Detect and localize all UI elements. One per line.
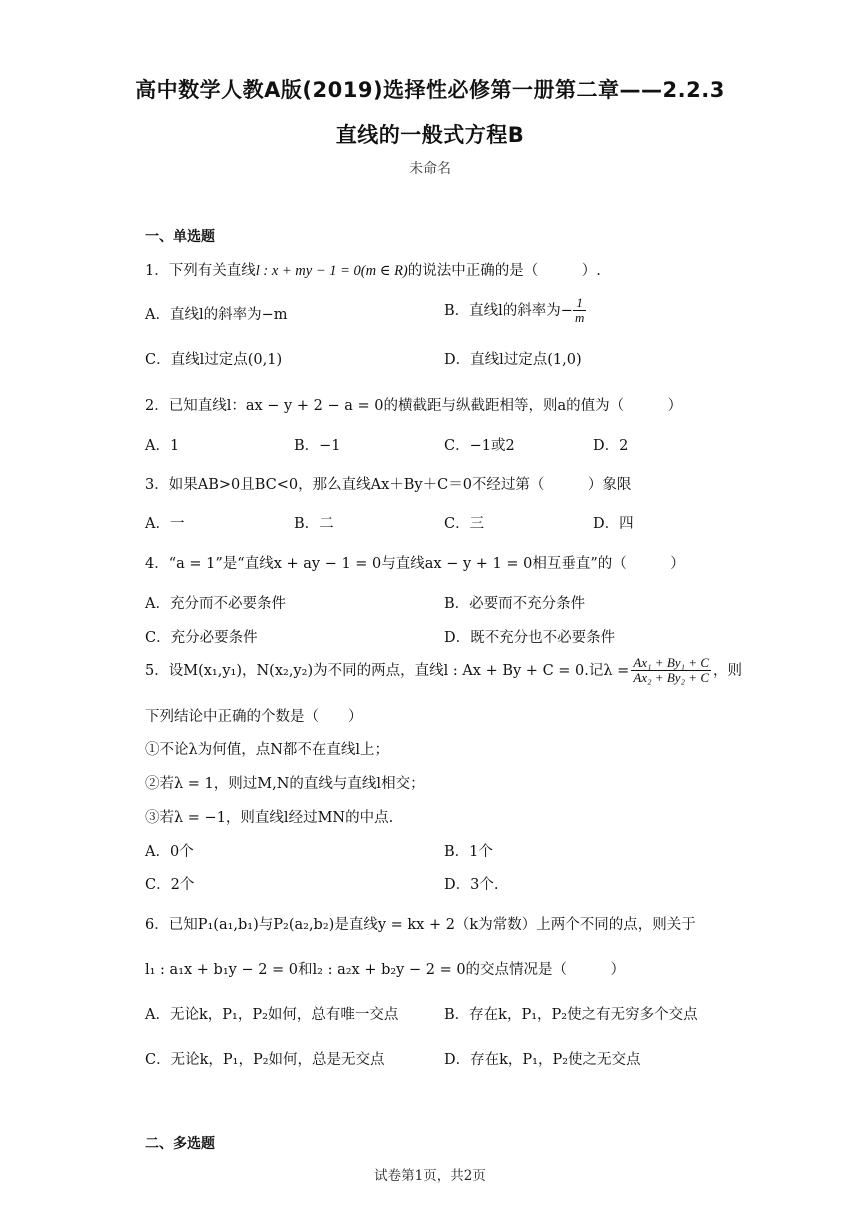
q2-option-a: A．1 (145, 438, 180, 454)
q5-option-d: D．3个. (444, 877, 499, 893)
q6-option-b: B．存在k，P₁，P₂使之有无穷多个交点 (444, 1007, 698, 1023)
page-footer: 试卷第1页，共2页 (374, 1168, 486, 1184)
q4-option-a: A．充分而不必要条件 (145, 596, 286, 612)
q3-option-d: D．四 (593, 516, 634, 532)
q2-option-c: C．−1或2 (444, 438, 515, 454)
q5-option-c: C．2个 (145, 877, 195, 893)
question-1-stem: 1．下列有关直线l : x + my − 1 = 0(m ∈ R)的说法中正确的是（ ）. (145, 263, 601, 279)
section-single-choice: 一、单选题 (145, 229, 215, 245)
question-5-stem-cont: 下列结论中正确的个数是（ ） (145, 709, 363, 725)
q1-option-a: A．直线l的斜率为−m (145, 307, 288, 323)
q5-option-a: A．0个 (145, 844, 194, 860)
q3-option-c: C．三 (444, 516, 485, 532)
q1-option-c: C．直线l过定点(0,1) (145, 352, 283, 368)
doc-title-line2: 直线的一般式方程B (335, 123, 525, 147)
question-4-stem: 4．“a = 1”是“直线x + ay − 1 = 0与直线ax − y + 1 = 0相互垂直”的（ ） (145, 556, 685, 572)
question-2-stem: 2．已知直线l：ax − y + 2 − a = 0的横截距与纵截距相等，则a的值为（ ） (145, 398, 683, 414)
q1-option-d: D．直线l过定点(1,0) (444, 352, 582, 368)
doc-subtitle: 未命名 (409, 161, 451, 177)
q6-option-c: C．无论k，P₁，P₂如何，总是无交点 (145, 1052, 385, 1068)
q2-option-b: B．−1 (294, 438, 341, 454)
q5-statement-1: ①不论λ为何值，点N都不在直线l上； (145, 742, 390, 758)
question-3-stem: 3．如果AB>0且BC<0，那么直线Ax＋By＋C＝0不经过第（ ）象限 (145, 477, 632, 493)
q5-option-b: B．1个 (444, 844, 493, 860)
section-multi-choice: 二、多选题 (145, 1136, 215, 1152)
q1-option-b: B．直线l的斜率为− $\frac{1}{m}$ (444, 295, 585, 326)
q4-option-d: D．既不充分也不必要条件 (444, 630, 616, 646)
q6-option-a: A．无论k，P₁，P₂如何，总有唯一交点 (145, 1007, 399, 1023)
q3-option-b: B．二 (294, 516, 334, 532)
question-5-stem: 5．设M(x₁,y₁)，N(x₂,y₂)为不同的两点，直线l : Ax + By + C = 0.记λ = $\frac{\text{Ax₁ + By₁ + C}}{\text{Ax₂ + By₂ + C}}$ ，则 (145, 655, 742, 686)
q4-option-b: B．必要而不充分条件 (444, 596, 586, 612)
q6-option-d: D．存在k，P₁，P₂使之无交点 (444, 1052, 641, 1068)
question-6-stem-cont: l₁ : a₁x + b₁y − 2 = 0和l₂ : a₂x + b₂y − 2 = 0的交点情况是（ ） (145, 962, 626, 978)
q3-option-a: A．一 (145, 516, 185, 532)
question-6-stem: 6．已知P₁(a₁,b₁)与P₂(a₂,b₂)是直线y = kx + 2（k为常数）上两个不同的点，则关于 (145, 917, 696, 933)
doc-title-line1: 高中数学人教A版(2019)选择性必修第一册第二章——2.2.3 (135, 78, 725, 102)
q2-option-d: D．2 (593, 438, 629, 454)
q4-option-c: C．充分必要条件 (145, 630, 258, 646)
q5-statement-2: ②若λ = 1，则过M,N的直线与直线l相交； (145, 776, 425, 792)
q5-statement-3: ③若λ = −1，则直线l经过MN的中点. (145, 810, 394, 826)
